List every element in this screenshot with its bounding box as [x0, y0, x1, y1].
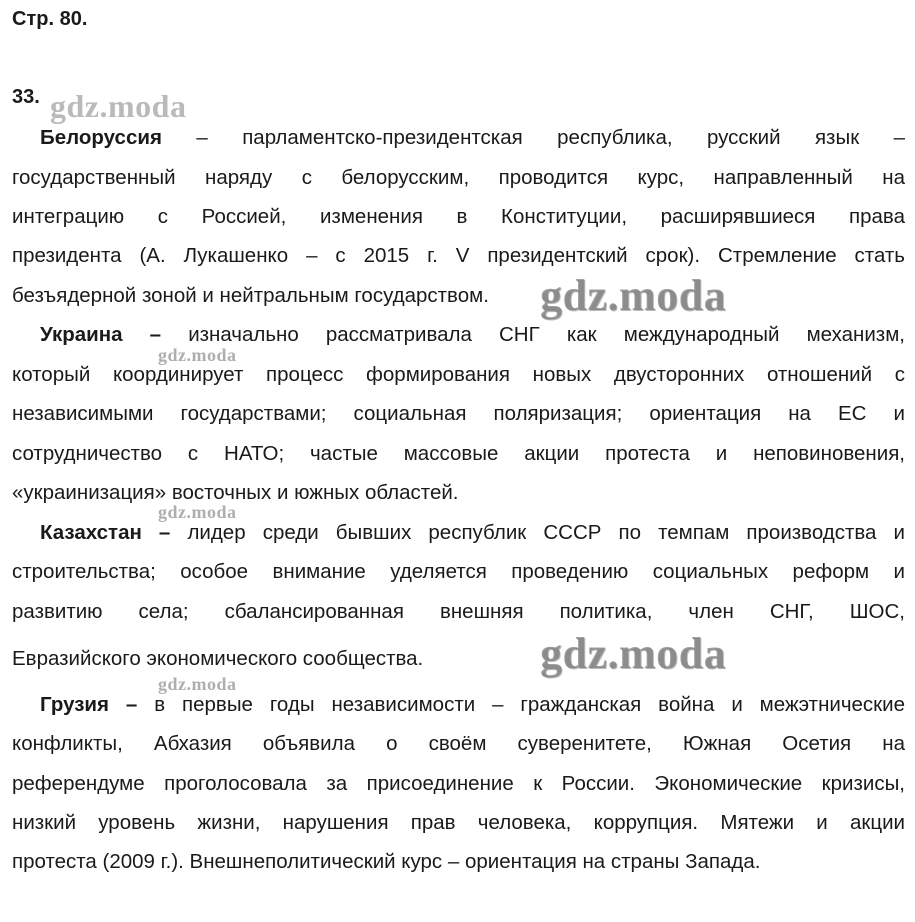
watermark: gdz.moda [50, 88, 187, 124]
text-line: конфликты, Абхазия объявила о своём суверенитете, Южная Осетия на [12, 732, 905, 755]
watermark: gdz.moda [158, 345, 237, 365]
text-line: Евразийского экономического сообщества. [12, 647, 424, 670]
text-line: интеграцию с Россией, изменения в Конституции, расширявшиеся права [12, 205, 905, 228]
text-line: строительства; особое внимание уделяется проведению социальных реформ и [12, 560, 905, 583]
watermark: gdz.moda [540, 629, 727, 678]
text-line [12, 521, 905, 545]
watermark: gdz.moda [540, 271, 727, 320]
text-line [12, 693, 905, 717]
text-line [12, 323, 905, 347]
term-ukraine: Украина – [40, 323, 162, 346]
text-span: в первые годы независимости – гражданская война и межэтнические [154, 693, 905, 716]
text-line [12, 126, 905, 150]
text-line: референдуме проголосовала за присоединение к России. Экономические кризисы, [12, 772, 905, 795]
text-line: сотрудничество с НАТО; частые массовые акции протеста и неповиновения, [12, 442, 905, 465]
task-number: 33. [12, 86, 40, 108]
text-span: изначально рассматривала СНГ как международный механизм, [188, 323, 906, 346]
text-line: «украинизация» восточных и южных областей. [12, 481, 459, 504]
text-line: независимыми государствами; социальная поляризация; ориентация на ЕС и [12, 402, 905, 425]
text-line: низкий уровень жизни, нарушения прав человека, коррупция. Мятежи и акции [12, 811, 905, 834]
page-label: Стр. 80. [12, 8, 88, 30]
term-belarus: Белоруссия [40, 126, 162, 149]
text-line: президента (А. Лукашенко – с 2015 г. V президентский срок). Стремление стать [12, 244, 905, 267]
text-line: развитию села; сбалансированная внешняя политика, член СНГ, ШОС, [12, 600, 905, 623]
text-span: лидер среди бывших республик СССР по темпам производства и [187, 521, 905, 544]
text-line: который координирует процесс формирования новых двусторонних отношений с [12, 363, 905, 386]
text-line: безъядерной зоной и нейтральным государством. [12, 284, 489, 307]
text-line: протеста (2009 г.). Внешнеполитический курс – ориентация на страны Запада. [12, 850, 761, 873]
term-kazakhstan: Казахстан – [40, 521, 171, 544]
watermark: gdz.moda [158, 674, 237, 694]
text-line: государственный наряду с белорусским, проводится курс, направленный на [12, 166, 905, 189]
term-georgia: Грузия – [40, 693, 138, 716]
text-span: – парламентско-президентская республика, русский язык – [196, 126, 905, 149]
watermark: gdz.moda [158, 502, 237, 522]
